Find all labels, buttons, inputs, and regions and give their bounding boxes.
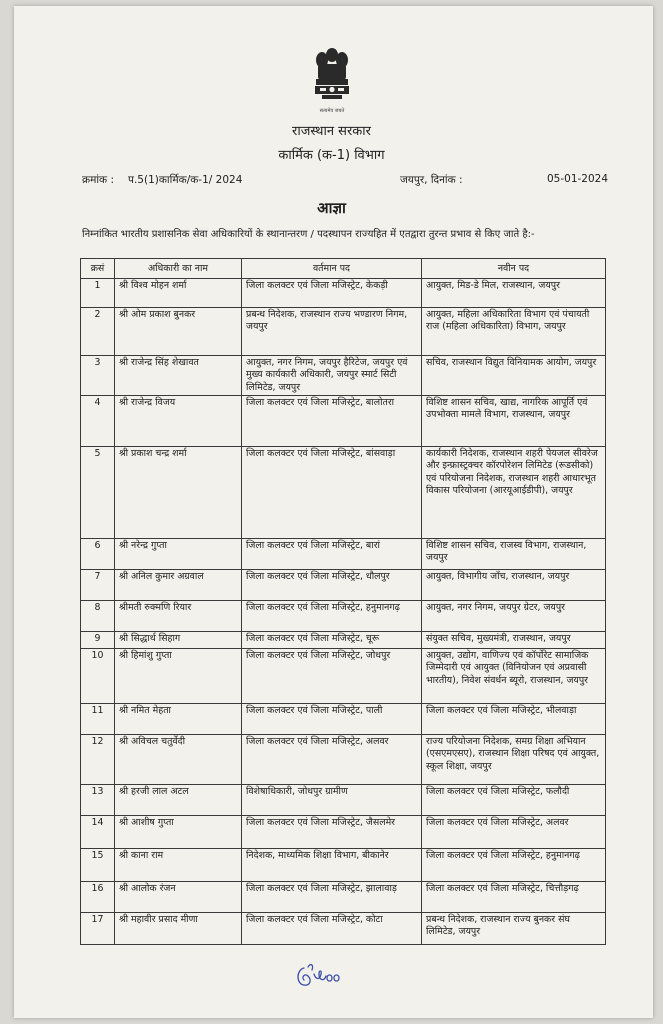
cell-serial: 6 <box>81 539 115 570</box>
column-header-officer-name: अधिकारी का नाम <box>115 259 242 279</box>
cell-officer-name: श्री विश्व मोहन शर्मा <box>115 279 242 308</box>
cell-new-post: राज्य परियोजना निदेशक, समग्र शिक्षा अभियान (एसएमएसए), राजस्थान शिक्षा परिषद एवं आयुक्त, स्कूल शिक्षा, जयपुर <box>422 735 606 785</box>
table-row <box>81 816 606 849</box>
cell-current-post: जिला कलक्टर एवं जिला मजिस्ट्रेट, केकड़ी <box>242 279 422 308</box>
cell-officer-name: श्री नरेन्द्र गुप्ता <box>115 539 242 570</box>
cell-current-post: जिला कलक्टर एवं जिला मजिस्ट्रेट, हनुमानगढ़ <box>242 601 422 632</box>
table-row <box>81 785 606 816</box>
table-row <box>81 735 606 785</box>
cell-new-post: जिला कलक्टर एवं जिला मजिस्ट्रेट, चित्तौड़गढ़ <box>422 882 606 913</box>
table-row <box>81 539 606 570</box>
cell-serial: 16 <box>81 882 115 913</box>
cell-officer-name: श्री महावीर प्रसाद मीणा <box>115 913 242 945</box>
cell-current-post: जिला कलक्टर एवं जिला मजिस्ट्रेट, झालावाड़ <box>242 882 422 913</box>
cell-new-post: आयुक्त, नगर निगम, जयपुर ग्रेटर, जयपुर <box>422 601 606 632</box>
cell-serial: 14 <box>81 816 115 849</box>
cell-current-post: जिला कलक्टर एवं जिला मजिस्ट्रेट, जोधपुर <box>242 649 422 704</box>
government-name: राजस्थान सरकार <box>292 124 371 139</box>
cell-current-post: जिला कलक्टर एवं जिला मजिस्ट्रेट, धौलपुर <box>242 570 422 601</box>
intro-text: निम्नांकित भारतीय प्रशासनिक सेवा अधिकारियों के स्थानान्तरण / पदस्थापन राज्यहित में एतद्वारा तुरन्त प्रभाव से किए जाते है:- <box>82 229 535 240</box>
cell-serial: 7 <box>81 570 115 601</box>
cell-new-post: संयुक्त सचिव, मुख्यमंत्री, राजस्थान, जयपुर <box>422 632 606 649</box>
cell-officer-name: श्री नमित मेहता <box>115 704 242 735</box>
handwritten-signature <box>290 958 350 992</box>
cell-new-post: आयुक्त, मिड-डे मिल, राजस्थान, जयपुर <box>422 279 606 308</box>
cell-new-post: आयुक्त, विभागीय जाँच, राजस्थान, जयपुर <box>422 570 606 601</box>
cell-officer-name: श्री प्रकाश चन्द्र शर्मा <box>115 447 242 539</box>
table-row <box>81 447 606 539</box>
cell-serial: 2 <box>81 308 115 356</box>
cell-officer-name: श्री आशीष गुप्ता <box>115 816 242 849</box>
column-header-current-post: वर्तमान पद <box>242 259 422 279</box>
cell-current-post: जिला कलक्टर एवं जिला मजिस्ट्रेट, जैसलमेर <box>242 816 422 849</box>
cell-new-post: आयुक्त, उद्योग, वाणिज्य एवं कॉर्पोरेट सामाजिक जिम्मेदारी एवं आयुक्त (विनियोजन एवं अप्रवासी भारतीय), निवेश संवर्धन ब्यूरो, राजस्थान, जयपुर <box>422 649 606 704</box>
reference-label: क्रमांक : <box>82 174 115 186</box>
cell-officer-name: श्री राजेन्द्र विजय <box>115 396 242 447</box>
table-row <box>81 396 606 447</box>
cell-current-post: जिला कलक्टर एवं जिला मजिस्ट्रेट, बांसवाड़ा <box>242 447 422 539</box>
cell-current-post: विशेषाधिकारी, जोधपुर ग्रामीण <box>242 785 422 816</box>
cell-serial: 8 <box>81 601 115 632</box>
cell-serial: 13 <box>81 785 115 816</box>
cell-current-post: जिला कलक्टर एवं जिला मजिस्ट्रेट, चूरू <box>242 632 422 649</box>
cell-serial: 1 <box>81 279 115 308</box>
place-date-label: जयपुर, दिनांक : <box>400 174 463 186</box>
cell-current-post: जिला कलक्टर एवं जिला मजिस्ट्रेट, अलवर <box>242 735 422 785</box>
cell-officer-name: श्री अनिल कुमार अग्रवाल <box>115 570 242 601</box>
cell-serial: 12 <box>81 735 115 785</box>
cell-officer-name: श्री काना राम <box>115 849 242 882</box>
cell-current-post: जिला कलक्टर एवं जिला मजिस्ट्रेट, बालोतरा <box>242 396 422 447</box>
cell-serial: 4 <box>81 396 115 447</box>
cell-serial: 5 <box>81 447 115 539</box>
cell-officer-name: श्री हिमांशु गुप्ता <box>115 649 242 704</box>
column-header-serial: क्रसं <box>81 259 115 279</box>
cell-officer-name: श्री ओम प्रकाश बुनकर <box>115 308 242 356</box>
cell-new-post: आयुक्त, महिला अधिकारिता विभाग एवं पंचायती राज (महिला अधिकारिता) विभाग, जयपुर <box>422 308 606 356</box>
cell-officer-name: श्री सिद्धार्थ सिहाग <box>115 632 242 649</box>
column-header-new-post: नवीन पद <box>422 259 606 279</box>
cell-serial: 17 <box>81 913 115 945</box>
ashoka-emblem-icon <box>312 46 352 106</box>
table-row <box>81 570 606 601</box>
cell-serial: 3 <box>81 356 115 396</box>
order-title: आज्ञा <box>317 199 346 217</box>
cell-current-post: जिला कलक्टर एवं जिला मजिस्ट्रेट, पाली <box>242 704 422 735</box>
table-row <box>81 704 606 735</box>
cell-new-post: विशिष्ट शासन सचिव, राजस्व विभाग, राजस्थान, जयपुर <box>422 539 606 570</box>
cell-new-post: जिला कलक्टर एवं जिला मजिस्ट्रेट, फलौदी <box>422 785 606 816</box>
table-row <box>81 649 606 704</box>
table-body <box>81 279 606 945</box>
cell-current-post: आयुक्त, नगर निगम, जयपुर हैरिटेज, जयपुर एवं मुख्य कार्यकारी अधिकारी, जयपुर स्मार्ट सिटी लिमिटेड, जयपुर <box>242 356 422 396</box>
cell-officer-name: श्री हरजी लाल अटल <box>115 785 242 816</box>
cell-officer-name: श्री राजेन्द्र सिंह शेखावत <box>115 356 242 396</box>
table-row <box>81 308 606 356</box>
cell-officer-name: श्री अविचल चतुर्वेदी <box>115 735 242 785</box>
order-date: 05-01-2024 <box>547 173 609 185</box>
table-row <box>81 601 606 632</box>
cell-serial: 15 <box>81 849 115 882</box>
cell-new-post: विशिष्ट शासन सचिव, खाद्य, नागरिक आपूर्ति एवं उपभोक्ता मामले विभाग, राजस्थान, जयपुर <box>422 396 606 447</box>
cell-new-post: कार्यकारी निदेशक, राजस्थान शहरी पेयजल सीवरेज और इन्फ्रास्ट्रक्चर कॉरपोरेशन लिमिटेड (रूडसीको) एवं परियोजना निदेशक, राजस्थान शहरी आधारभूत विकास परियोजना (आरयूआईडीपी), जयपुर <box>422 447 606 539</box>
table-row <box>81 849 606 882</box>
table-row <box>81 356 606 396</box>
table-row <box>81 882 606 913</box>
cell-new-post: जिला कलक्टर एवं जिला मजिस्ट्रेट, अलवर <box>422 816 606 849</box>
reference-number: प.5(1)कार्मिक/क-1/ 2024 <box>128 174 243 186</box>
transfer-table <box>80 258 606 945</box>
cell-current-post: जिला कलक्टर एवं जिला मजिस्ट्रेट, कोटा <box>242 913 422 945</box>
emblem-caption: सत्यमेव जयते <box>319 108 345 114</box>
cell-new-post: जिला कलक्टर एवं जिला मजिस्ट्रेट, भीलवाड़ा <box>422 704 606 735</box>
cell-officer-name: श्री आलोक रंजन <box>115 882 242 913</box>
cell-officer-name: श्रीमती रुक्मणि रियार <box>115 601 242 632</box>
cell-current-post: निदेशक, माध्यमिक शिक्षा विभाग, बीकानेर <box>242 849 422 882</box>
department-name: कार्मिक (क-1) विभाग <box>278 148 385 163</box>
table-row <box>81 632 606 649</box>
cell-serial: 9 <box>81 632 115 649</box>
cell-current-post: प्रबन्ध निदेशक, राजस्थान राज्य भण्डारण निगम, जयपुर <box>242 308 422 356</box>
cell-current-post: जिला कलक्टर एवं जिला मजिस्ट्रेट, बारां <box>242 539 422 570</box>
cell-new-post: सचिव, राजस्थान विद्युत विनियामक आयोग, जयपुर <box>422 356 606 396</box>
table-header-row <box>81 259 606 279</box>
cell-serial: 10 <box>81 649 115 704</box>
cell-new-post: प्रबन्ध निदेशक, राजस्थान राज्य बुनकर संघ लिमिटेड, जयपुर <box>422 913 606 945</box>
table-row <box>81 913 606 945</box>
cell-serial: 11 <box>81 704 115 735</box>
cell-new-post: जिला कलक्टर एवं जिला मजिस्ट्रेट, हनुमानगढ़ <box>422 849 606 882</box>
table-row <box>81 279 606 308</box>
